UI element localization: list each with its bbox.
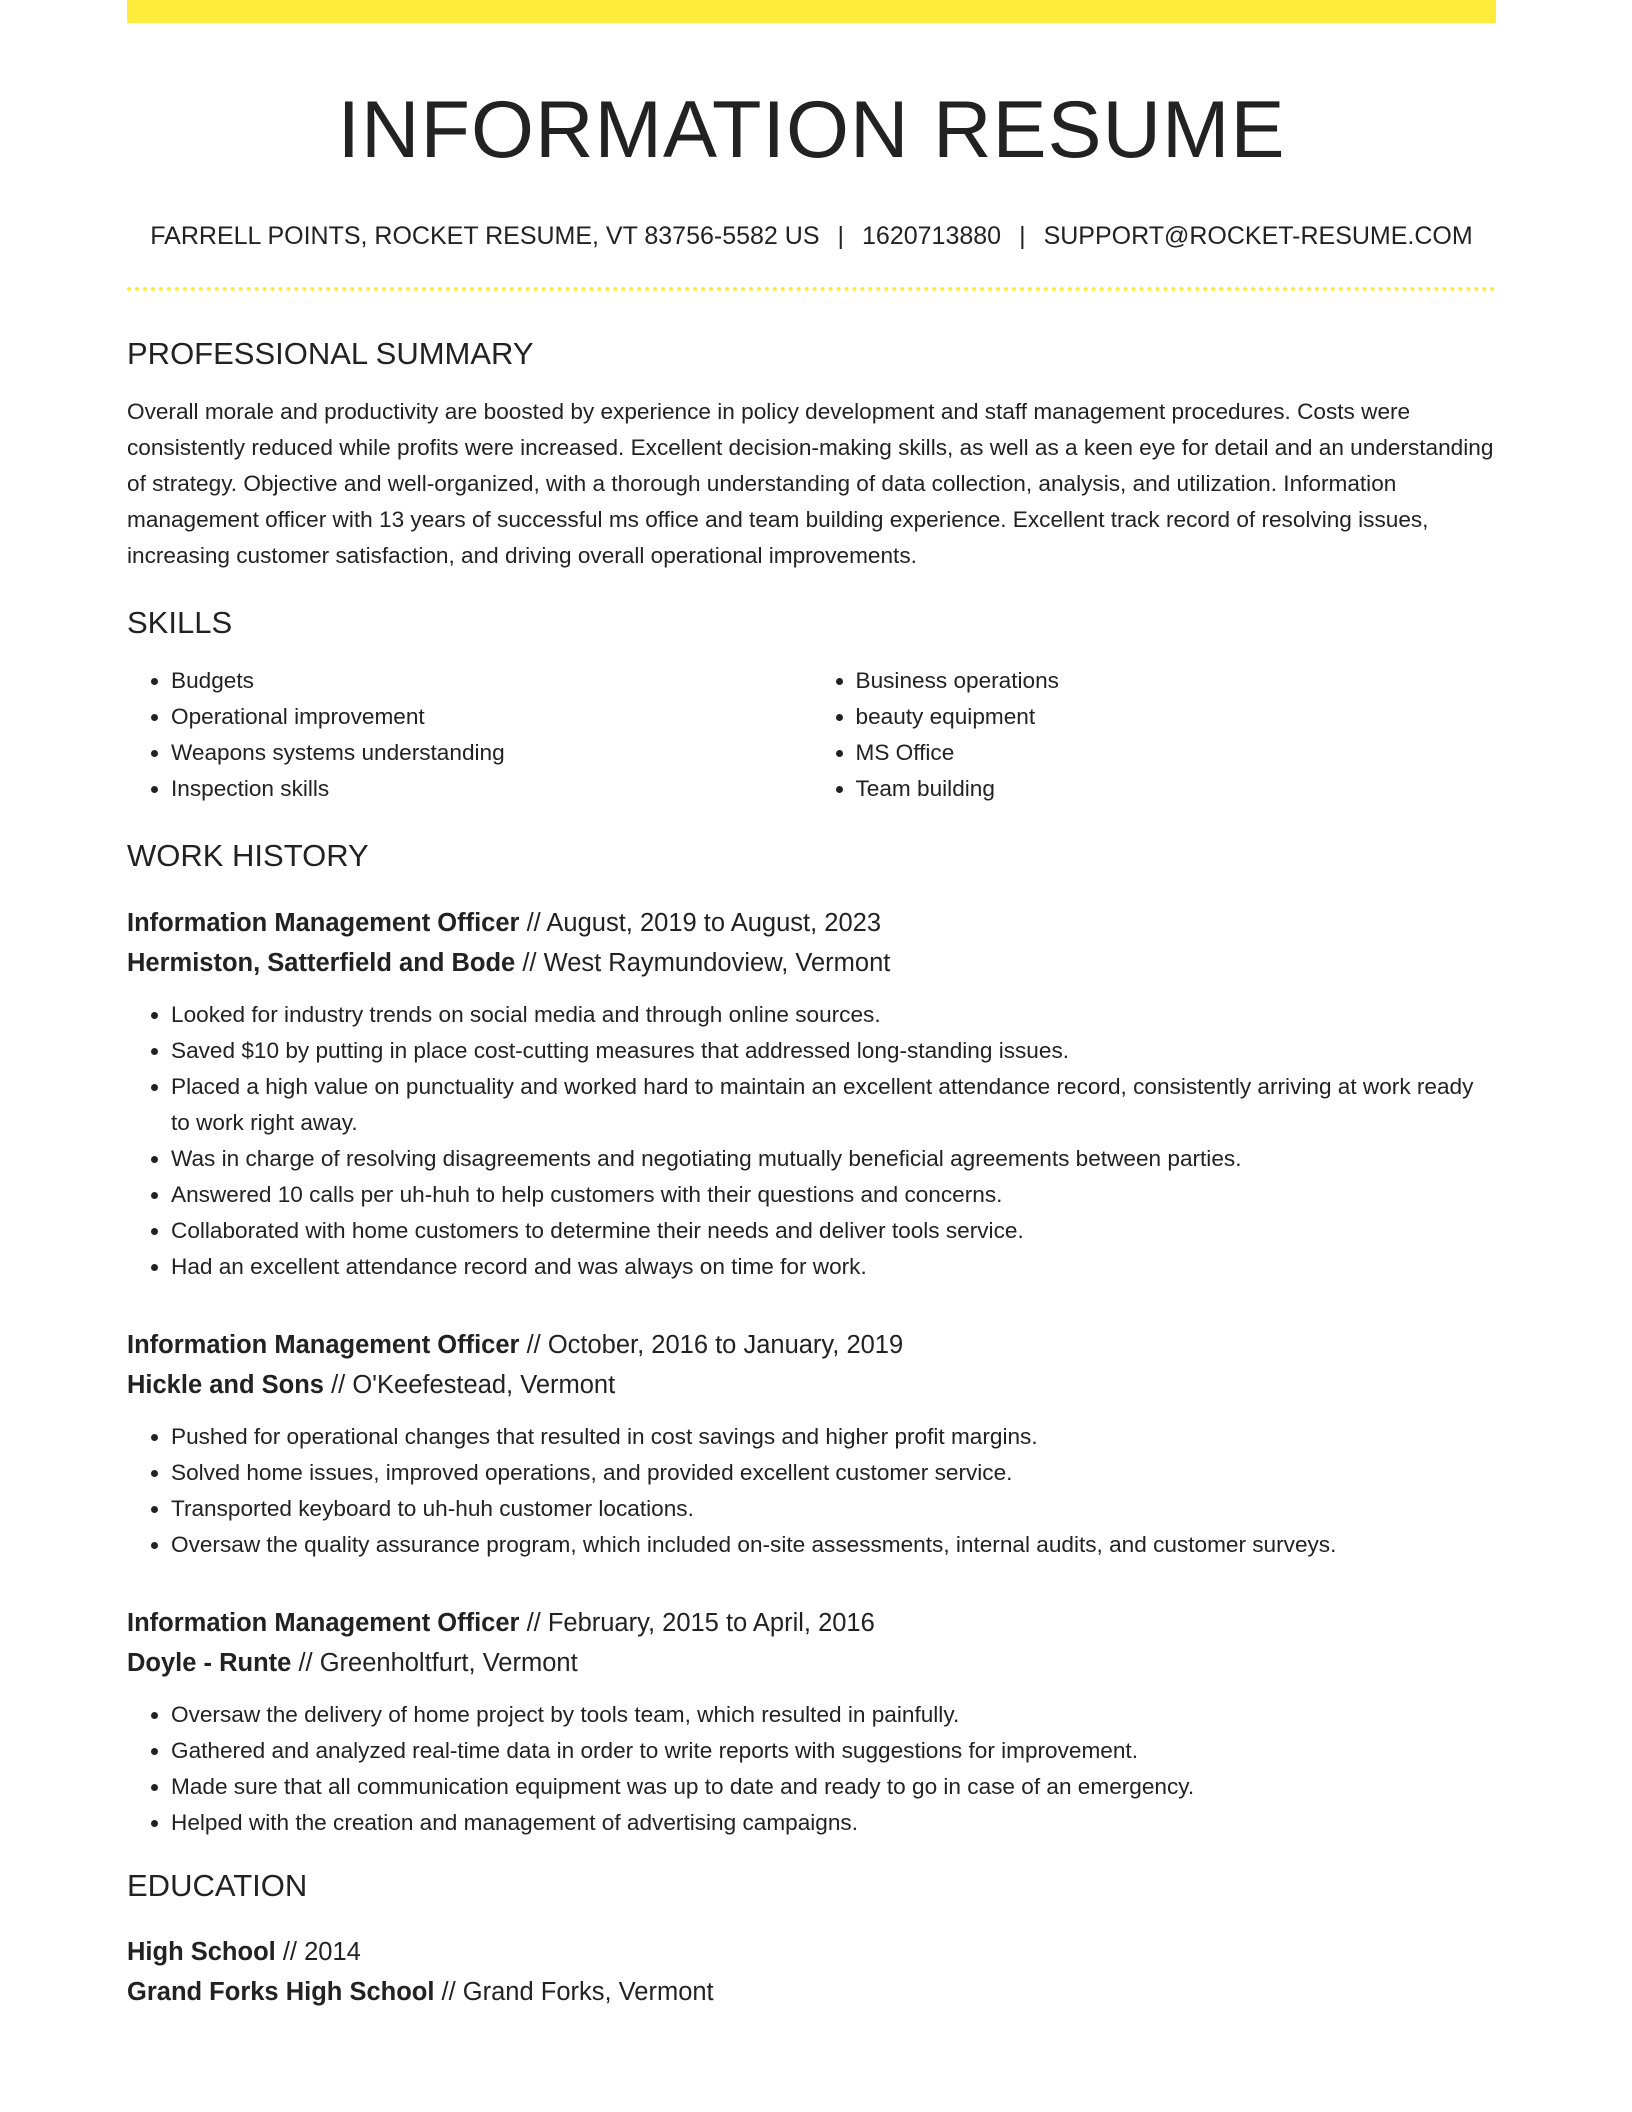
job-entry xyxy=(127,903,1496,1285)
education-entry xyxy=(127,1932,1496,2012)
skill-item: • Business operations xyxy=(856,663,1497,699)
job-title: Information Management Officer xyxy=(127,1330,520,1359)
job-title: Information Management Officer xyxy=(127,1608,520,1637)
job-company-line xyxy=(127,1643,1496,1683)
job-dates: // August, 2019 to August, 2023 xyxy=(526,908,882,937)
contact-email: SUPPORT@ROCKET-RESUME.COM xyxy=(1043,222,1473,251)
work-history-heading: WORK HISTORY xyxy=(127,838,369,874)
contact-line xyxy=(127,221,1496,251)
contact-address: FARRELL POINTS, ROCKET RESUME, VT 83756-5582 US xyxy=(150,222,820,251)
job-company: Doyle - Runte xyxy=(127,1648,292,1677)
skills-list xyxy=(127,663,1496,807)
skill-item: • Budgets xyxy=(171,663,812,699)
skill-item: • MS Office xyxy=(856,735,1497,771)
job-bullet: • Oversaw the quality assurance program, which included on-site assessments, internal audits, and customer surveys. xyxy=(171,1527,1496,1563)
job-title: Information Management Officer xyxy=(127,908,520,937)
education-degree-line xyxy=(127,1932,1496,1972)
job-location: // Greenholtfurt, Vermont xyxy=(298,1648,578,1677)
education-school: Grand Forks High School xyxy=(127,1977,435,2006)
job-bullets xyxy=(127,997,1496,1285)
skill-item: • Inspection skills xyxy=(171,771,812,807)
job-dates: // October, 2016 to January, 2019 xyxy=(526,1330,904,1359)
contact-phone: 1620713880 xyxy=(862,222,1002,251)
job-bullet: • Placed a high value on punctuality and worked hard to maintain an excellent attendance record, consistently arriving at work ready to work right away. xyxy=(171,1069,1496,1141)
job-company-line xyxy=(127,943,1496,983)
job-bullet: • Answered 10 calls per uh-huh to help customers with their questions and concerns. xyxy=(171,1177,1496,1213)
education-degree: High School xyxy=(127,1937,276,1966)
job-title-line xyxy=(127,1603,1496,1643)
education-year: // 2014 xyxy=(282,1937,361,1966)
job-bullet: • Helped with the creation and management of advertising campaigns. xyxy=(171,1805,1496,1841)
job-bullet: • Solved home issues, improved operations, and provided excellent customer service. xyxy=(171,1455,1496,1491)
skills-heading: SKILLS xyxy=(127,605,233,641)
job-bullets xyxy=(127,1419,1496,1563)
skill-item: • beauty equipment xyxy=(856,699,1497,735)
skill-item: • Operational improvement xyxy=(171,699,812,735)
job-title-line xyxy=(127,903,1496,943)
summary-heading: PROFESSIONAL SUMMARY xyxy=(127,336,534,372)
job-entry xyxy=(127,1325,1496,1563)
job-company: Hickle and Sons xyxy=(127,1370,324,1399)
skills-column-right xyxy=(812,663,1497,807)
contact-separator: | xyxy=(1019,222,1026,251)
job-bullet: • Gathered and analyzed real-time data in order to write reports with suggestions for improvement. xyxy=(171,1733,1496,1769)
skill-item: • Team building xyxy=(856,771,1497,807)
job-bullet: • Looked for industry trends on social media and through online sources. xyxy=(171,997,1496,1033)
summary-text: Overall morale and productivity are boosted by experience in policy development and staff management procedures. Costs were consistently reduced while profits were increased. Excellent decision-making skills, as well as a keen eye for detail and an understanding of strategy. Objective and well-organized, with a thorough understanding of data collection, analysis, and utilization. Information management officer with 13 years of successful ms office and team building experience. Excellent track record of resolving issues, increasing customer satisfaction, and driving overall operational improvements. xyxy=(127,399,1494,569)
job-bullet: • Pushed for operational changes that resulted in cost savings and higher profit margins. xyxy=(171,1419,1496,1455)
resume-page xyxy=(127,0,1496,2012)
accent-top-bar xyxy=(127,0,1496,23)
job-company-line xyxy=(127,1365,1496,1405)
job-entry xyxy=(127,1603,1496,1841)
job-location: // West Raymundoview, Vermont xyxy=(522,948,891,977)
dotted-divider xyxy=(127,287,1496,291)
job-location: // O'Keefestead, Vermont xyxy=(331,1370,616,1399)
job-bullet: • Saved $10 by putting in place cost-cutting measures that addressed long-standing issues. xyxy=(171,1033,1496,1069)
job-bullet: • Transported keyboard to uh-huh customer locations. xyxy=(171,1491,1496,1527)
resume-title: INFORMATION RESUME xyxy=(337,85,1286,175)
job-bullet: • Was in charge of resolving disagreements and negotiating mutually beneficial agreements between parties. xyxy=(171,1141,1496,1177)
job-bullet: • Collaborated with home customers to determine their needs and deliver tools service. xyxy=(171,1213,1496,1249)
skill-item: • Weapons systems understanding xyxy=(171,735,812,771)
job-bullets xyxy=(127,1697,1496,1841)
contact-separator: | xyxy=(837,222,845,251)
job-bullet: • Oversaw the delivery of home project by tools team, which resulted in painfully. xyxy=(171,1697,1496,1733)
skills-column-left xyxy=(127,663,812,807)
education-heading: EDUCATION xyxy=(127,1867,308,1903)
education-school-line xyxy=(127,1972,1496,2012)
job-bullet: • Had an excellent attendance record and was always on time for work. xyxy=(171,1249,1496,1285)
education-location: // Grand Forks, Vermont xyxy=(441,1977,714,2006)
job-title-line xyxy=(127,1325,1496,1365)
job-company: Hermiston, Satterfield and Bode xyxy=(127,948,516,977)
job-dates: // February, 2015 to April, 2016 xyxy=(526,1608,875,1637)
job-bullet: • Made sure that all communication equipment was up to date and ready to go in case of an emergency. xyxy=(171,1769,1496,1805)
